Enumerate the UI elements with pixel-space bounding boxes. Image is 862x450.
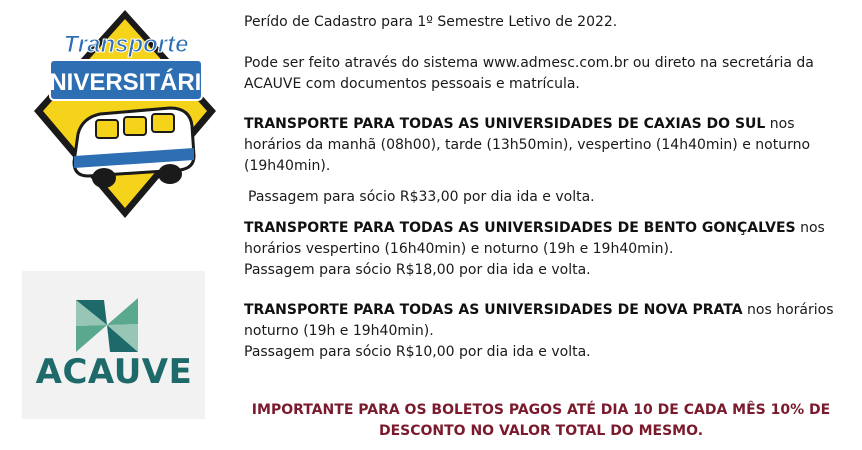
logo-line1: Transporte <box>63 31 189 58</box>
caxias-title: TRANSPORTE PARA TODAS AS UNIVERSIDADES DE CAXIAS DO SUL <box>244 116 766 132</box>
logo-line2: UNIVERSITÁRIO <box>31 69 220 96</box>
announcement-content <box>244 12 844 363</box>
registration-how: Pode ser feito através do sistema www.admesc.com.br ou direto na secretária da ACAUVE com documentos pessoais e matrícula. <box>244 55 814 92</box>
caxias-schedule: nos horários da manhã (08h00), tarde (13h50min), vespertino (14h40min) e noturno (19h40min). <box>244 116 811 174</box>
prata-title: TRANSPORTE PARA TODAS AS UNIVERSIDADES DE NOVA PRATA <box>244 302 743 318</box>
transporte-universitario-logo <box>30 6 220 224</box>
caxias-section <box>244 114 844 177</box>
prata-fare: Passagem para sócio R$10,00 por dia ida e volta. <box>244 344 591 360</box>
prata-schedule: nos horários noturno (19h e 19h40min). <box>244 302 834 339</box>
discount-notice: IMPORTANTE PARA OS BOLETOS PAGOS ATÉ DIA 10 DE CADA MÊS 10% DE DESCONTO NO VALOR TOTAL DO MESMO. <box>251 402 831 439</box>
bento-fare: Passagem para sócio R$18,00 por dia ida e volta. <box>244 262 591 278</box>
bento-section <box>244 218 844 260</box>
bento-schedule: nos horários vespertino (16h40min) e noturno (19h e 19h40min). <box>244 220 825 257</box>
prata-section <box>244 300 844 342</box>
caxias-fare: Passagem para sócio R$33,00 por dia ida e volta. <box>248 189 595 205</box>
acauve-pinwheel-icon <box>74 296 140 354</box>
registration-period: Perído de Cadastro para 1º Semestre Letivo de 2022. <box>244 14 618 30</box>
acauve-logo-text: ACAUVE <box>35 352 193 392</box>
bento-title: TRANSPORTE PARA TODAS AS UNIVERSIDADES DE BENTO GONÇALVES <box>244 220 796 236</box>
